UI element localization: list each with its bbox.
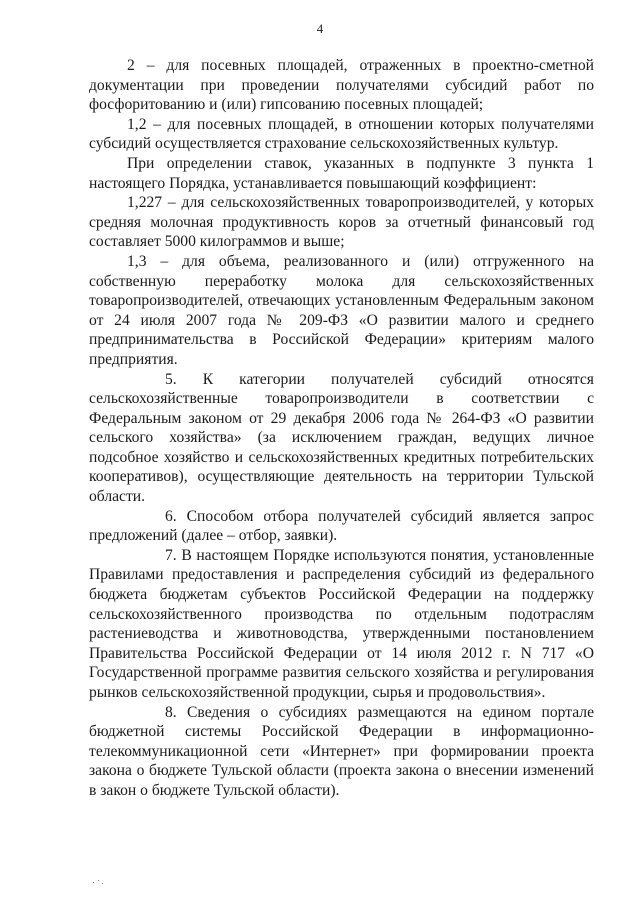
clause-8: [89, 703, 594, 801]
clause-number: 8.: [165, 703, 177, 721]
clause-text: К категории получателей субсидий относятся сельскохозяйственные товаропроизводители в соответствии с Федеральным законом от 29 декабря 2006 года № 264-ФЗ «О развитии сельского хозяйства» (за исключением граждан, ведущих личное подсобное хозяйство и сельскохозяйственных кредитных потребительских кооперативов), осуществляющие деятельность на территории Тульской области.: [89, 370, 594, 506]
scan-speck-marks: [93, 880, 107, 886]
page-number: 4: [316, 21, 324, 36]
clause-text: В настоящем Порядке используются понятия, установленные Правилами предоставления и распределения субсидий из федерального бюджета бюджетам субъектов Российской Федерации на поддержку сельскохозяйственного производства по отдельным подотраслям растениеводства и животноводства, утвержденными постановлением Правительства Российской Федерации от 14 июля 2012 г. N 717 «О Государственной программе развития сельского хозяйства и регулирования рынков сельскохозяйственной продукции, сырья и продовольствия».: [89, 546, 594, 701]
paragraph-coefficient-2: [89, 56, 594, 115]
clause-number: 7.: [165, 546, 177, 564]
paragraph-rate-intro: [89, 154, 594, 193]
paragraph-coefficient-1-3: [89, 252, 594, 370]
paragraph-coefficient-1-227: [89, 193, 594, 252]
document-body: [89, 56, 594, 801]
paragraph-coefficient-1-2: [89, 115, 594, 154]
paragraph-text: 1,3 – для объема, реализованного и (или) отгруженного на собственную переработку молока для сельскохозяйственных товаропроизводителей, отвечающих установленным Федеральным законом от 24 июля 2007 года № 209-ФЗ «О развитии малого и среднего предпринимательства в Российской Федерации» критериям малого предприятия.: [89, 252, 594, 368]
paragraph-text: 1,227 – для сельскохозяйственных товаропроизводителей, у которых средняя молочная продуктивность коров за отчетный финансовый год составляет 5000 килограммов и выше;: [89, 194, 594, 251]
clause-text: Сведения о субсидиях размещаются на едином портале бюджетной системы Российской Федерации в информационно-телекоммуникационной сети «Интернет» при формировании проекта закона о бюджете Тульской области (проекта закона о внесении изменений в закон о бюджете Тульской области).: [89, 703, 594, 799]
clause-6: [89, 507, 594, 546]
paragraph-text: 1,2 – для посевных площадей, в отношении которых получателями субсидий осуществляется страхование сельскохозяйственных культур.: [89, 115, 594, 153]
clause-7: [89, 546, 594, 703]
clause-number: 5.: [165, 370, 177, 388]
paragraph-text: 2 – для посевных площадей, отраженных в проектно-сметной документации при проведении получателями субсидий работ по фосфоритованию и (или) гипсованию посевных площадей;: [89, 57, 594, 114]
clause-number: 6.: [165, 507, 177, 525]
paragraph-text: При определении ставок, указанных в подпункте 3 пункта 1 настоящего Порядка, устанавливается повышающий коэффициент:: [89, 154, 594, 192]
clause-text: Способом отбора получателей субсидий является запрос предложений (далее – отбор, заявки).: [89, 507, 594, 545]
clause-5: [89, 370, 594, 507]
